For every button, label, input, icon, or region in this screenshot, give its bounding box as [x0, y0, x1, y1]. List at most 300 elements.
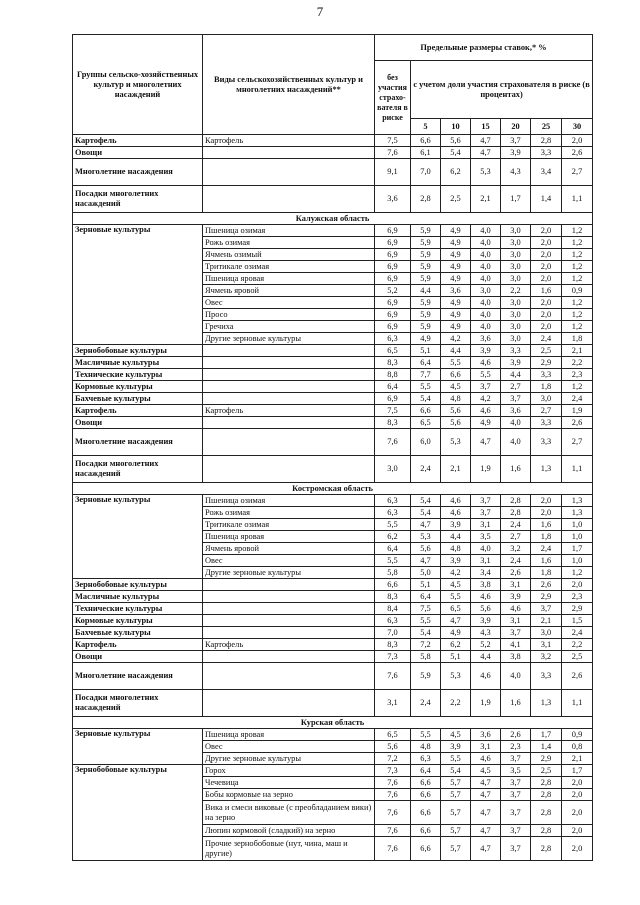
rate-value-cell: 2,0 — [562, 825, 593, 837]
table-row — [73, 615, 593, 627]
rate-value-cell: 6,6 — [441, 369, 471, 381]
rate-value-cell: 1,2 — [562, 261, 593, 273]
table-row — [73, 639, 593, 651]
rate-value-cell: 3,9 — [501, 147, 531, 159]
group-name-cell: Технические культуры — [73, 603, 203, 615]
rate-value-cell: 1,6 — [501, 456, 531, 483]
rate-value-cell: 2,9 — [531, 357, 562, 369]
rate-value-cell: 5,3 — [441, 429, 471, 456]
rate-value-cell: 6,4 — [411, 591, 441, 603]
table-row — [73, 405, 593, 417]
rate-value-cell: 4,5 — [471, 765, 501, 777]
group-name-cell: Кормовые культуры — [73, 615, 203, 627]
rate-value-cell: 6,3 — [375, 615, 411, 627]
rate-value-cell: 4,6 — [441, 495, 471, 507]
rate-value-cell: 2,0 — [531, 507, 562, 519]
rate-value-cell: 3,2 — [501, 543, 531, 555]
rate-value-cell: 4,7 — [471, 135, 501, 147]
rate-value-cell: 4,2 — [441, 333, 471, 345]
rate-value-cell: 1,2 — [562, 567, 593, 579]
rate-value-cell: 2,1 — [441, 456, 471, 483]
rate-value-cell: 7,5 — [375, 405, 411, 417]
col-header-share: 10 — [441, 119, 471, 135]
crop-name-cell: Картофель — [203, 639, 375, 651]
rate-value-cell: 4,0 — [471, 543, 501, 555]
rate-value-cell: 4,7 — [471, 837, 501, 861]
region-title: Курская область — [73, 717, 593, 729]
rate-value-cell: 2,0 — [531, 237, 562, 249]
rate-value-cell: 3,1 — [471, 741, 501, 753]
rate-value-cell: 1,2 — [562, 309, 593, 321]
rate-value-cell: 3,1 — [471, 519, 501, 531]
rate-value-cell: 6,9 — [375, 249, 411, 261]
rate-value-cell: 1,3 — [562, 495, 593, 507]
table-row — [73, 456, 593, 483]
rate-value-cell: 5,2 — [471, 639, 501, 651]
rate-value-cell: 4,0 — [471, 297, 501, 309]
rate-value-cell: 4,9 — [441, 297, 471, 309]
table-row — [73, 147, 593, 159]
rate-value-cell: 5,4 — [411, 393, 441, 405]
rate-value-cell: 4,7 — [411, 555, 441, 567]
group-name-cell: Овощи — [73, 651, 203, 663]
rate-value-cell: 3,9 — [501, 357, 531, 369]
rate-value-cell: 3,6 — [375, 186, 411, 213]
rate-value-cell: 1,5 — [562, 615, 593, 627]
rate-value-cell: 4,6 — [471, 405, 501, 417]
rate-value-cell: 5,9 — [411, 273, 441, 285]
rate-value-cell: 4,6 — [471, 663, 501, 690]
col-header-groups: Группы сельско-хозяйственных культур и многолетних насаждений — [73, 35, 203, 135]
rate-value-cell: 0,9 — [562, 729, 593, 741]
rate-value-cell: 6,3 — [375, 495, 411, 507]
rate-value-cell: 7,6 — [375, 825, 411, 837]
rate-value-cell: 2,0 — [531, 321, 562, 333]
rate-value-cell: 2,2 — [562, 357, 593, 369]
rate-value-cell: 4,4 — [441, 531, 471, 543]
rate-value-cell: 2,6 — [501, 729, 531, 741]
rate-value-cell: 5,8 — [375, 567, 411, 579]
rate-value-cell: 7,7 — [411, 369, 441, 381]
table-row — [73, 357, 593, 369]
rate-value-cell: 5,5 — [411, 615, 441, 627]
rate-value-cell: 3,7 — [501, 777, 531, 789]
rate-value-cell: 1,8 — [531, 381, 562, 393]
rate-value-cell: 3,7 — [501, 753, 531, 765]
rate-value-cell: 6,3 — [375, 507, 411, 519]
rate-value-cell: 7,6 — [375, 789, 411, 801]
col-header-share: 30 — [562, 119, 593, 135]
rate-value-cell: 2,9 — [531, 591, 562, 603]
rate-value-cell: 1,7 — [531, 729, 562, 741]
crop-name-cell — [203, 381, 375, 393]
rate-value-cell: 5,7 — [441, 801, 471, 825]
rate-value-cell: 7,0 — [411, 159, 441, 186]
crop-name-cell: Картофель — [203, 405, 375, 417]
rate-value-cell: 4,5 — [441, 579, 471, 591]
rate-value-cell: 6,6 — [411, 837, 441, 861]
rate-value-cell: 7,6 — [375, 801, 411, 825]
rate-value-cell: 5,1 — [441, 651, 471, 663]
rate-value-cell: 3,0 — [501, 321, 531, 333]
crop-name-cell — [203, 369, 375, 381]
rate-value-cell: 4,8 — [441, 393, 471, 405]
rate-value-cell: 5,5 — [441, 357, 471, 369]
rate-value-cell: 5,1 — [411, 579, 441, 591]
rate-value-cell: 1,8 — [562, 333, 593, 345]
rate-value-cell: 4,7 — [471, 789, 501, 801]
rate-value-cell: 5,9 — [411, 321, 441, 333]
rate-value-cell: 7,0 — [375, 627, 411, 639]
rate-value-cell: 5,5 — [471, 369, 501, 381]
rate-value-cell: 3,1 — [501, 615, 531, 627]
rate-value-cell: 3,7 — [471, 507, 501, 519]
rate-value-cell: 2,6 — [501, 567, 531, 579]
rate-value-cell: 3,1 — [501, 579, 531, 591]
rate-value-cell: 2,4 — [531, 333, 562, 345]
rate-value-cell: 4,9 — [411, 333, 441, 345]
crop-name-cell — [203, 456, 375, 483]
rate-value-cell: 1,8 — [531, 531, 562, 543]
crop-name-cell: Пшеница яровая — [203, 531, 375, 543]
rate-value-cell: 2,4 — [562, 627, 593, 639]
rate-value-cell: 4,1 — [501, 639, 531, 651]
rate-value-cell: 3,9 — [441, 519, 471, 531]
rate-value-cell: 6,4 — [375, 543, 411, 555]
rate-value-cell: 3,3 — [531, 417, 562, 429]
rate-value-cell: 1,2 — [562, 297, 593, 309]
rate-value-cell: 4,7 — [411, 519, 441, 531]
rate-value-cell: 3,3 — [531, 429, 562, 456]
rate-value-cell: 2,8 — [531, 789, 562, 801]
rate-value-cell: 1,3 — [562, 507, 593, 519]
table-row — [73, 417, 593, 429]
table-row — [73, 603, 593, 615]
rate-value-cell: 3,7 — [531, 603, 562, 615]
rate-value-cell: 2,9 — [562, 603, 593, 615]
rate-value-cell: 3,2 — [531, 651, 562, 663]
rate-value-cell: 3,0 — [501, 237, 531, 249]
rate-value-cell: 1,6 — [501, 690, 531, 717]
rate-value-cell: 2,0 — [562, 837, 593, 861]
rate-value-cell: 6,9 — [375, 393, 411, 405]
rate-value-cell: 9,1 — [375, 159, 411, 186]
rate-value-cell: 3,7 — [501, 627, 531, 639]
rate-value-cell: 5,9 — [411, 237, 441, 249]
rate-value-cell: 4,4 — [441, 345, 471, 357]
group-name-cell: Зернобобовые культуры — [73, 345, 203, 357]
rate-value-cell: 5,7 — [441, 777, 471, 789]
table-row — [73, 651, 593, 663]
crop-name-cell: Ячмень яровой — [203, 285, 375, 297]
rate-value-cell: 4,9 — [441, 261, 471, 273]
rate-value-cell: 5,4 — [411, 627, 441, 639]
crop-name-cell: Прочие зернобобовые (нут, чина, маш и другие) — [203, 837, 375, 861]
crop-name-cell: Бобы кормовые на зерно — [203, 789, 375, 801]
group-name-cell: Масличные культуры — [73, 357, 203, 369]
rate-value-cell: 2,4 — [411, 456, 441, 483]
rate-value-cell: 6,4 — [411, 765, 441, 777]
rate-value-cell: 2,4 — [531, 543, 562, 555]
rate-value-cell: 3,0 — [531, 627, 562, 639]
group-name-cell: Бахчевые культуры — [73, 627, 203, 639]
rate-value-cell: 2,4 — [411, 690, 441, 717]
rate-value-cell: 5,0 — [411, 567, 441, 579]
rate-value-cell: 1,7 — [562, 765, 593, 777]
table-row — [73, 135, 593, 147]
rate-value-cell: 3,9 — [441, 555, 471, 567]
rate-value-cell: 2,3 — [562, 369, 593, 381]
rate-value-cell: 2,5 — [531, 765, 562, 777]
rate-value-cell: 4,9 — [441, 273, 471, 285]
rate-value-cell: 5,6 — [471, 603, 501, 615]
crop-name-cell — [203, 357, 375, 369]
rate-value-cell: 5,3 — [471, 159, 501, 186]
rate-value-cell: 2,7 — [501, 381, 531, 393]
rate-value-cell: 3,6 — [441, 285, 471, 297]
rate-value-cell: 4,4 — [411, 285, 441, 297]
rate-value-cell: 2,0 — [531, 261, 562, 273]
rate-value-cell: 1,2 — [562, 237, 593, 249]
rate-value-cell: 3,7 — [501, 825, 531, 837]
rate-value-cell: 7,6 — [375, 429, 411, 456]
col-header-share: 25 — [531, 119, 562, 135]
rate-value-cell: 4,0 — [471, 237, 501, 249]
rate-value-cell: 2,1 — [531, 615, 562, 627]
crop-name-cell: Гречиха — [203, 321, 375, 333]
rate-value-cell: 2,0 — [531, 249, 562, 261]
rate-value-cell: 2,7 — [501, 531, 531, 543]
rate-value-cell: 6,4 — [411, 357, 441, 369]
rate-value-cell: 2,2 — [562, 639, 593, 651]
rate-value-cell: 4,7 — [471, 825, 501, 837]
rate-value-cell: 3,0 — [531, 393, 562, 405]
rate-value-cell: 4,4 — [471, 651, 501, 663]
rate-value-cell: 2,0 — [531, 495, 562, 507]
crop-name-cell — [203, 690, 375, 717]
table-row — [73, 393, 593, 405]
rate-value-cell: 2,8 — [531, 837, 562, 861]
rate-value-cell: 5,4 — [441, 147, 471, 159]
rate-value-cell: 5,4 — [411, 495, 441, 507]
rate-value-cell: 1,0 — [562, 519, 593, 531]
crop-name-cell: Другие зерновые культуры — [203, 753, 375, 765]
rate-value-cell: 1,4 — [531, 186, 562, 213]
rate-value-cell: 5,6 — [441, 135, 471, 147]
rate-value-cell: 1,6 — [531, 519, 562, 531]
rate-value-cell: 3,0 — [471, 285, 501, 297]
rate-value-cell: 4,2 — [441, 567, 471, 579]
rate-value-cell: 7,5 — [411, 603, 441, 615]
rate-value-cell: 4,0 — [471, 249, 501, 261]
rate-value-cell: 5,6 — [441, 405, 471, 417]
rate-value-cell: 8,3 — [375, 417, 411, 429]
crop-name-cell: Другие зерновые культуры — [203, 333, 375, 345]
rate-value-cell: 4,4 — [501, 369, 531, 381]
rate-value-cell: 6,9 — [375, 261, 411, 273]
rate-value-cell: 6,6 — [375, 579, 411, 591]
rate-value-cell: 4,5 — [441, 729, 471, 741]
rate-value-cell: 6,9 — [375, 309, 411, 321]
rate-value-cell: 3,6 — [471, 729, 501, 741]
crop-name-cell — [203, 345, 375, 357]
rate-value-cell: 3,7 — [501, 789, 531, 801]
rate-value-cell: 3,0 — [501, 249, 531, 261]
rate-value-cell: 6,6 — [411, 777, 441, 789]
rate-value-cell: 3,7 — [471, 495, 501, 507]
rate-value-cell: 1,7 — [501, 186, 531, 213]
rate-value-cell: 5,3 — [441, 663, 471, 690]
rate-value-cell: 3,3 — [531, 369, 562, 381]
rate-value-cell: 2,2 — [441, 690, 471, 717]
rate-value-cell: 1,3 — [531, 456, 562, 483]
rate-value-cell: 1,6 — [531, 555, 562, 567]
rate-value-cell: 5,9 — [411, 663, 441, 690]
col-header-rates: Предельные размеры ставок,* % — [375, 35, 593, 61]
rate-value-cell: 2,0 — [531, 309, 562, 321]
group-name-cell: Картофель — [73, 639, 203, 651]
rate-value-cell: 6,2 — [375, 531, 411, 543]
rate-value-cell: 2,6 — [562, 417, 593, 429]
rate-value-cell: 3,8 — [471, 579, 501, 591]
rate-value-cell: 2,4 — [501, 555, 531, 567]
rate-value-cell: 8,3 — [375, 639, 411, 651]
region-title: Калужская область — [73, 213, 593, 225]
rate-value-cell: 2,1 — [562, 753, 593, 765]
rate-value-cell: 5,9 — [411, 309, 441, 321]
rate-value-cell: 4,7 — [471, 801, 501, 825]
group-name-cell: Зерновые культуры — [73, 495, 203, 579]
rate-value-cell: 3,7 — [501, 837, 531, 861]
rate-value-cell: 3,1 — [531, 639, 562, 651]
rate-value-cell: 6,9 — [375, 273, 411, 285]
crop-name-cell: Рожь озимая — [203, 237, 375, 249]
rate-value-cell: 2,7 — [531, 405, 562, 417]
crop-name-cell: Ячмень озимый — [203, 249, 375, 261]
table-row — [73, 729, 593, 741]
rate-value-cell: 5,2 — [375, 285, 411, 297]
rate-value-cell: 4,9 — [441, 321, 471, 333]
rate-value-cell: 5,7 — [441, 789, 471, 801]
rate-value-cell: 0,8 — [562, 741, 593, 753]
group-name-cell: Посадки многолетних насаждений — [73, 456, 203, 483]
rate-value-cell: 1,7 — [562, 543, 593, 555]
rate-value-cell: 2,4 — [562, 393, 593, 405]
table-row — [73, 345, 593, 357]
crop-name-cell: Тритикале озимая — [203, 261, 375, 273]
rate-value-cell: 5,5 — [375, 519, 411, 531]
rate-value-cell: 7,6 — [375, 663, 411, 690]
region-title: Костромская область — [73, 483, 593, 495]
rate-value-cell: 4,9 — [471, 417, 501, 429]
group-name-cell: Овощи — [73, 417, 203, 429]
table-row — [73, 369, 593, 381]
rate-value-cell: 2,8 — [531, 825, 562, 837]
table-row — [73, 381, 593, 393]
rate-value-cell: 2,0 — [562, 777, 593, 789]
crop-name-cell — [203, 603, 375, 615]
rate-value-cell: 3,9 — [501, 591, 531, 603]
crop-name-cell — [203, 591, 375, 603]
rate-value-cell: 3,4 — [531, 159, 562, 186]
rate-value-cell: 4,0 — [501, 429, 531, 456]
rate-value-cell: 3,4 — [471, 567, 501, 579]
rate-value-cell: 5,9 — [411, 249, 441, 261]
rate-value-cell: 1,8 — [531, 567, 562, 579]
rate-value-cell: 6,5 — [411, 417, 441, 429]
crop-name-cell: Пшеница яровая — [203, 273, 375, 285]
crop-name-cell — [203, 615, 375, 627]
crop-name-cell — [203, 627, 375, 639]
rate-value-cell: 1,9 — [471, 690, 501, 717]
rate-value-cell: 2,8 — [531, 135, 562, 147]
table-row — [73, 225, 593, 237]
rate-value-cell: 2,3 — [562, 591, 593, 603]
group-name-cell: Зернобобовые культуры — [73, 579, 203, 591]
rate-value-cell: 2,0 — [562, 801, 593, 825]
rate-value-cell: 4,5 — [441, 381, 471, 393]
rate-value-cell: 6,6 — [411, 405, 441, 417]
rate-value-cell: 3,9 — [471, 615, 501, 627]
rate-value-cell: 5,5 — [441, 591, 471, 603]
rate-value-cell: 4,9 — [441, 627, 471, 639]
region-row — [73, 213, 593, 225]
rate-value-cell: 2,0 — [562, 135, 593, 147]
rate-value-cell: 2,1 — [471, 186, 501, 213]
rate-value-cell: 3,0 — [501, 309, 531, 321]
rate-value-cell: 2,0 — [562, 579, 593, 591]
crop-name-cell: Картофель — [203, 135, 375, 147]
rate-value-cell: 2,5 — [531, 345, 562, 357]
rate-value-cell: 4,9 — [441, 309, 471, 321]
rate-value-cell: 1,3 — [531, 690, 562, 717]
rate-value-cell: 2,0 — [531, 297, 562, 309]
rate-value-cell: 2,6 — [562, 147, 593, 159]
rate-value-cell: 6,5 — [441, 603, 471, 615]
rate-value-cell: 3,0 — [501, 225, 531, 237]
group-name-cell: Многолетние насаждения — [73, 663, 203, 690]
rate-value-cell: 7,6 — [375, 147, 411, 159]
rate-value-cell: 4,7 — [471, 147, 501, 159]
crop-name-cell: Ячмень яровой — [203, 543, 375, 555]
rate-value-cell: 4,0 — [501, 663, 531, 690]
crop-name-cell — [203, 651, 375, 663]
group-name-cell: Зернобобовые культуры — [73, 765, 203, 861]
crop-name-cell: Овес — [203, 555, 375, 567]
group-name-cell: Масличные культуры — [73, 591, 203, 603]
rate-value-cell: 6,6 — [411, 135, 441, 147]
rate-value-cell: 4,7 — [471, 777, 501, 789]
rate-value-cell: 6,9 — [375, 321, 411, 333]
rate-value-cell: 3,0 — [501, 273, 531, 285]
rate-value-cell: 1,1 — [562, 186, 593, 213]
rate-value-cell: 1,2 — [562, 273, 593, 285]
crop-name-cell — [203, 429, 375, 456]
crop-name-cell: Люпин кормовой (сладкий) на зерно — [203, 825, 375, 837]
rate-value-cell: 5,4 — [441, 765, 471, 777]
crop-name-cell: Просо — [203, 309, 375, 321]
crop-name-cell: Тритикале озимая — [203, 519, 375, 531]
rate-value-cell: 4,6 — [471, 357, 501, 369]
rate-value-cell: 6,5 — [375, 345, 411, 357]
rate-value-cell: 7,3 — [375, 651, 411, 663]
rate-value-cell: 7,2 — [411, 639, 441, 651]
crop-name-cell — [203, 159, 375, 186]
rate-value-cell: 4,6 — [441, 507, 471, 519]
rate-value-cell: 3,1 — [471, 555, 501, 567]
rate-value-cell: 1,0 — [562, 531, 593, 543]
crop-name-cell: Пшеница озимая — [203, 225, 375, 237]
